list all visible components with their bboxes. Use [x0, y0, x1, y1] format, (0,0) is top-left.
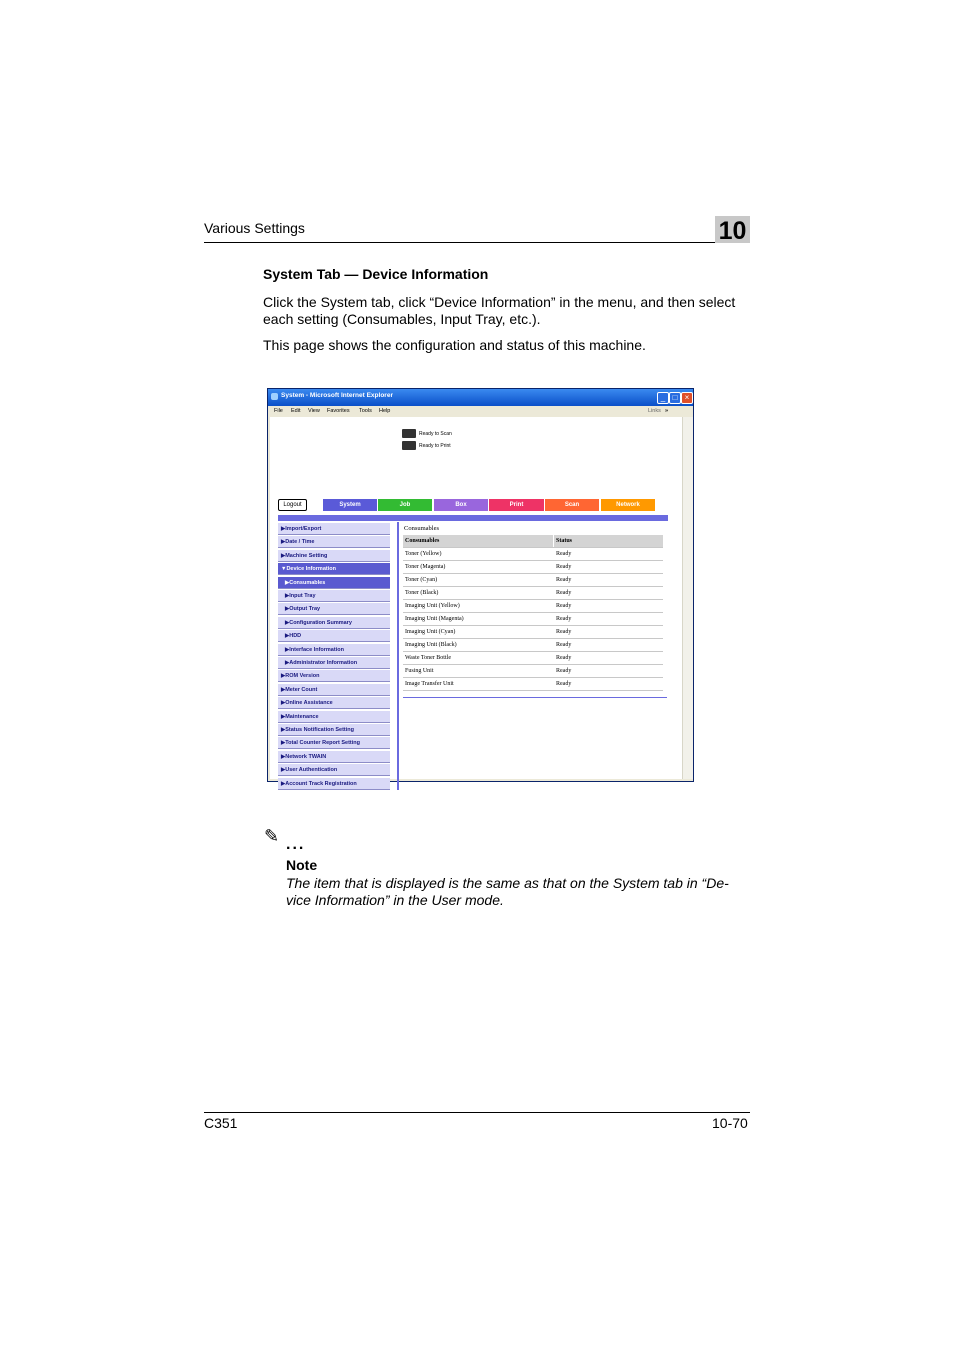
menu-item-account-track-registration[interactable]: ▶Account Track Registration: [278, 778, 390, 790]
table-row: Imaging Unit (Black) Ready: [403, 639, 663, 652]
menu-file[interactable]: File: [274, 408, 283, 414]
tab-system[interactable]: System: [323, 499, 377, 511]
menu-item-user-authentication[interactable]: ▶User Authentication: [278, 764, 390, 776]
header-rule: [204, 242, 750, 243]
chapter-number: 10: [715, 216, 750, 243]
menu-item-configuration-summary[interactable]: ▶Configuration Summary: [278, 617, 390, 629]
table-row: Waste Toner Bottle Ready: [403, 652, 663, 665]
menu-item-maintenance[interactable]: ▶Maintenance: [278, 711, 390, 723]
browser-menubar: [268, 406, 693, 417]
menu-item-total-counter-report-setting[interactable]: ▶Total Counter Report Setting: [278, 737, 390, 749]
logout-button[interactable]: Logout: [278, 499, 307, 511]
links-label[interactable]: Links: [648, 408, 661, 414]
menu-item-consumables[interactable]: ▶Consumables: [278, 577, 390, 589]
menu-view[interactable]: View: [308, 408, 320, 414]
table-row: Toner (Yellow) Ready: [403, 548, 663, 561]
table-row: Imaging Unit (Cyan) Ready: [403, 626, 663, 639]
chevron-right-icon[interactable]: »: [665, 408, 669, 414]
tab-print[interactable]: Print: [489, 499, 544, 511]
consumables-table: [403, 535, 663, 691]
footer-rule: [204, 1112, 750, 1113]
menu-item-meter-count[interactable]: ▶Meter Count: [278, 684, 390, 696]
menu-item-status-notification-setting[interactable]: ▶Status Notification Setting: [278, 724, 390, 736]
header-title: Various Settings: [204, 220, 305, 236]
tab-network[interactable]: Network: [601, 499, 655, 511]
window-title: System - Microsoft Internet Explorer: [281, 392, 393, 399]
minimize-icon[interactable]: _: [657, 392, 669, 404]
menu-item-interface-information[interactable]: ▶Interface Information: [278, 644, 390, 656]
menu-item-device-information[interactable]: ▼Device Information: [278, 563, 390, 575]
table-row: Fusing Unit Ready: [403, 665, 663, 678]
close-icon[interactable]: ×: [681, 392, 693, 404]
note-label: Note: [286, 857, 318, 873]
menu-tools[interactable]: Tools: [359, 408, 372, 414]
menu-item-import-export[interactable]: ▶Import/Export: [278, 523, 390, 535]
column-header-consumables: Consumables: [403, 535, 554, 548]
menu-item-output-tray[interactable]: ▶Output Tray: [278, 603, 390, 615]
footer-page-number: 10-70: [712, 1115, 748, 1131]
menu-favorites[interactable]: Favorites: [327, 408, 350, 414]
content-divider: [403, 697, 667, 698]
table-row: Image Transfer Unit Ready: [403, 678, 663, 691]
description-paragraph: This page shows the configuration and status of this machine.: [263, 337, 646, 353]
table-header-row: [403, 535, 663, 548]
nav-bar: [278, 515, 668, 521]
ie-icon: [271, 393, 278, 400]
menu-edit[interactable]: Edit: [291, 408, 301, 414]
menu-item-input-tray[interactable]: ▶Input Tray: [278, 590, 390, 602]
menu-item-machine-setting[interactable]: ▶Machine Setting: [278, 550, 390, 562]
table-row: Imaging Unit (Yellow) Ready: [403, 600, 663, 613]
footer-model: C351: [204, 1115, 238, 1131]
consumables-title: Consumables: [404, 525, 440, 532]
tab-scan[interactable]: Scan: [545, 499, 599, 511]
tab-job[interactable]: Job: [378, 499, 432, 511]
pencil-icon: ✎: [264, 826, 280, 846]
note-dots: ...: [286, 836, 306, 853]
window-titlebar: [268, 389, 693, 406]
tab-box[interactable]: Box: [434, 499, 488, 511]
table-row: Toner (Black) Ready: [403, 587, 663, 600]
section-title: System Tab — Device Information: [263, 266, 489, 282]
page-content: Ready to Scan Ready to Print Logout System Job Box Print Scan Network ▶Import/Export ▶Date / Time ▶Machine Setting ▼Device Information ▶Consumables ▶Input Tray ▶Output Tray ▶Configuration Summary ▶HDD ▶Interface Information ▶Administrator Information ▶ROM Version ▶Meter Count ▶Online Assistance ▶Maintenance ▶Status Notification Setting ▶Total Counter Report Setting ▶Network TWAIN ▶User Authentication ▶Account Track Registration Consumables Consumables Status Toner (Yellow) Ready Toner (Magenta) Ready Toner (Cyan) Ready Toner (Black) Ready Imaging Unit (Yellow) Ready Imaging Unit (Magenta) Ready Imaging Unit (Cyan) Ready Imaging Unit (Black) Ready Waste Toner Bottle Ready Fusing Unit Ready Image Transfer Unit Ready: [270, 417, 682, 779]
menu-item-network-twain[interactable]: ▶Network TWAIN: [278, 751, 390, 763]
table-row: Toner (Cyan) Ready: [403, 574, 663, 587]
column-header-status: Status: [554, 535, 664, 548]
vertical-scrollbar[interactable]: [682, 417, 693, 779]
browser-window-screenshot: [267, 388, 694, 787]
menu-item-date-time[interactable]: ▶Date / Time: [278, 536, 390, 548]
menu-separator: [397, 522, 399, 790]
menu-item-online-assistance[interactable]: ▶Online Assistance: [278, 697, 390, 709]
menu-item-administrator-information[interactable]: ▶Administrator Information: [278, 657, 390, 669]
menu-item-hdd[interactable]: ▶HDD: [278, 630, 390, 642]
menu-item-rom-version[interactable]: ▶ROM Version: [278, 670, 390, 682]
scanner-icon: [402, 429, 416, 438]
maximize-icon[interactable]: □: [669, 392, 681, 404]
intro-paragraph: Click the System tab, click “Device Information” in the menu, and then select each setting (Consumables, Input Tray, etc.).: [263, 294, 736, 327]
table-row: Toner (Magenta) Ready: [403, 561, 663, 574]
menu-help[interactable]: Help: [379, 408, 391, 414]
note-text: The item that is displayed is the same as that on the System tab in “De-vice Information” in the User mode.: [286, 875, 729, 908]
printer-icon: [402, 441, 416, 450]
table-row: Imaging Unit (Magenta) Ready: [403, 613, 663, 626]
